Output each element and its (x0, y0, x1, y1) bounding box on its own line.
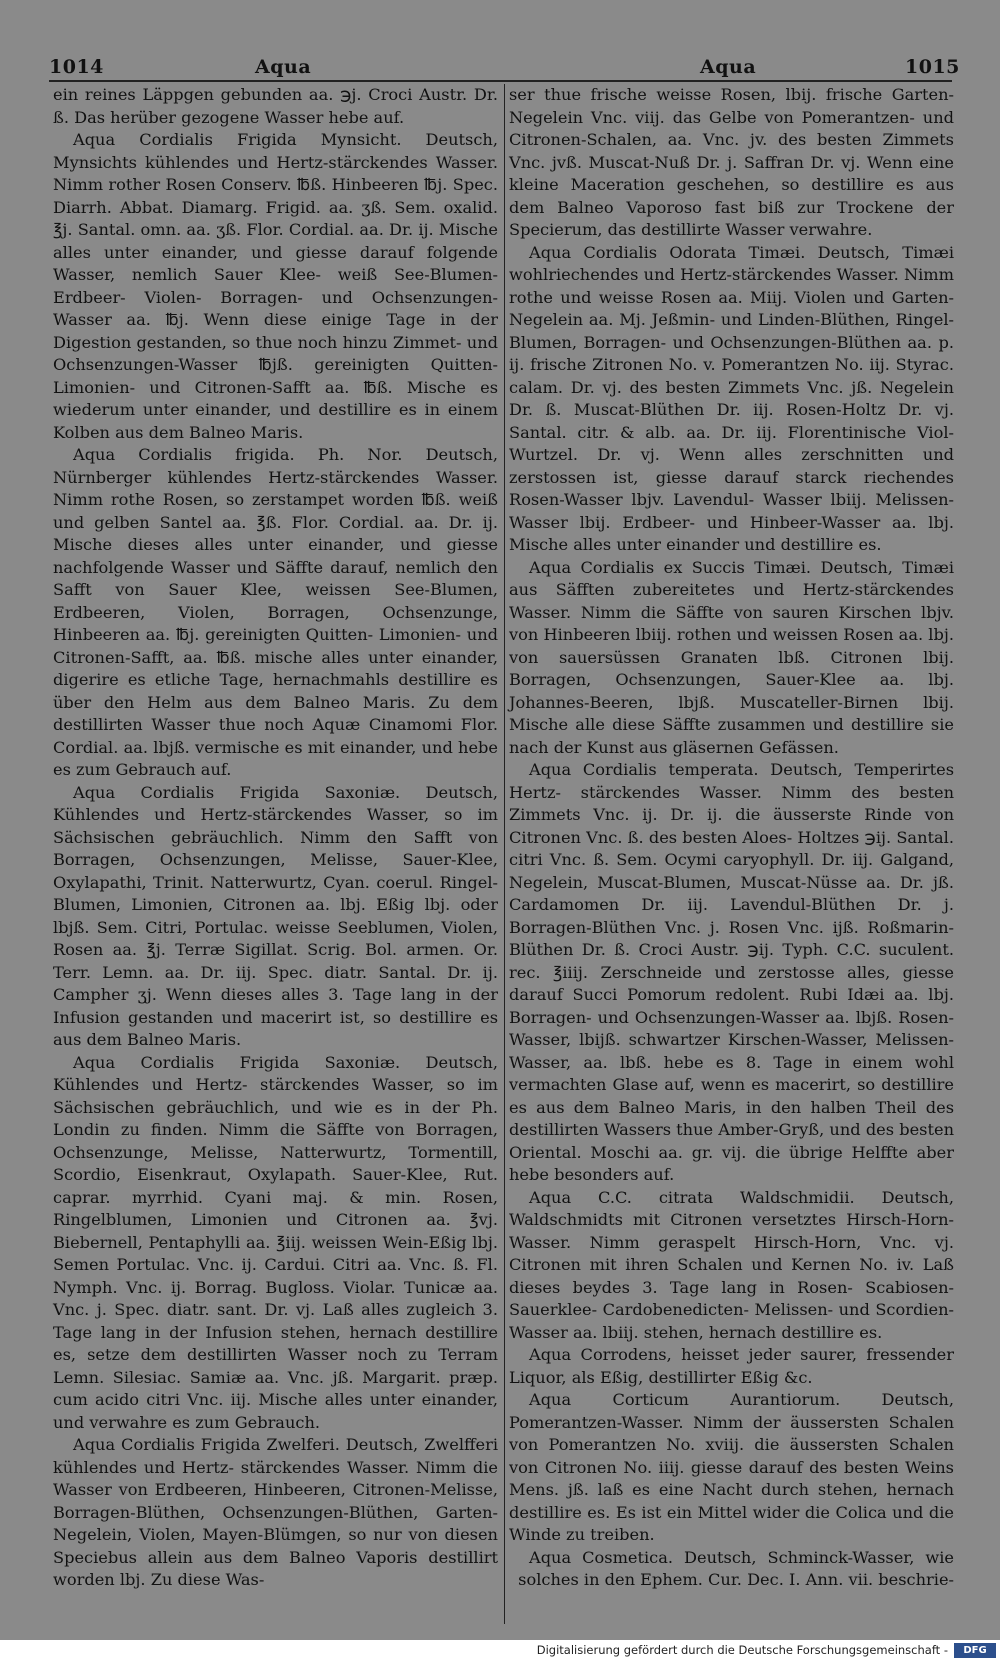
entry-paragraph: ein reines Läppgen gebunden aa. ℈j. Croci Austr. Dr. ß. Das herüber gezogene Wasser hebe auf. (53, 85, 498, 127)
right-column (509, 84, 954, 1592)
entry-paragraph: Aqua Cordialis Frigida Zwelferi. Deutsch, Zwelfferi kühlendes und Hertz- stärckendes Wasser. Nimm die Wasser von Erdbeeren, Hinbeeren, Citronen-Melisse, Borragen-Blüthen, Ochsenzungen-Blüthen, Garten-Negelein, Violen, Mayen-Blümgen, so nur von diesen Speciebus allein aus dem Balneo Vaporis destillirt worden lbj. Zu diese Was- (53, 1435, 498, 1589)
entry-paragraph: Aqua C.C. citrata Waldschmidii. Deutsch, Waldschmidts mit Citronen versetztes Hirsch-Horn-Wasser. Nimm geraspelt Hirsch-Horn, Vnc. vj. Citronen mit ihren Schalen und Kernen No. iv. Laß dieses beydes 3. Tage lang in Rosen- Scabiosen- Sauerklee- Cardobenedicten- Melissen- und Scordien-Wasser aa. lbiij. stehen, hernach destillire es. (509, 1187, 954, 1342)
header-rule (49, 80, 952, 82)
entry-paragraph: Aqua Cordialis Frigida Saxoniæ. Deutsch, Kühlendes und Hertz- stärckendes Wasser, so im Sächsischen gebräuchlich, und wie es in der Ph. Londin zu finden. Nimm die Säffte von Borragen, Ochsenzunge, Melisse, Natterwurtz, Tormentill, Scordio, Eisenkraut, Oxylapath. Sauer-Klee, Rut. caprar. myrrhid. Cyani maj. & min. Rosen, Ringelblumen, Limonien und Citronen aa. ℥vj. Biebernell, Pentaphylli aa. ℥iij. weissen Wein-Eßig lbj. Semen Portulac. Vnc. ij. Cardui. Citri aa. Vnc. ß. Fl. Nymph. Vnc. ij. Borrag. Bugloss. Violar. Tunicæ aa. Vnc. j. Spec. diatr. sant. Dr. vj. Laß alles zugleich 3. Tage lang in der Infusion stehen, hernach destillire es, setze dem destillirten Wasser noch zu Terram Lemn. Silesiac. Samiæ aa. Vnc. jß. Margarit. præp. cum acido citri Vnc. iij. Mische alles unter einander, und verwahre es zum Gebrauch. (53, 1052, 498, 1432)
entry-paragraph: Aqua Cordialis ex Succis Timæi. Deutsch, Timæi aus Säfften zubereitetes und Hertz-stärckendes Wasser. Nimm die Säffte von sauren Kirschen lbjv. von Hinbeeren lbiij. rothen und weissen Rosen aa. lbj. von sauersüssen Granaten lbß. Citronen lbij. Borragen, Ochsenzungen, Sauer-Klee aa. lbj. Johannes-Beeren, lbjß. Muscateller-Birnen lbij. Mische alle diese Säffte zusammen und destillire sie nach der Kunst aus gläsernen Gefässen. (509, 557, 954, 757)
entry-paragraph: Aqua Cosmetica. Deutsch, Schminck-Wasser, wie solches in den Ephem. Cur. Dec. I. Ann. vii. beschrie- (518, 1547, 954, 1589)
right-page-number: 1015 (905, 56, 960, 78)
column-divider (504, 84, 505, 1624)
entry-paragraph: Aqua Cordialis Odorata Timæi. Deutsch, Timæi wohlriechendes und Hertz-stärckendes Wasser. Nimm rothe und weisse Rosen aa. Miij. Violen und Garten-Negelein aa. Mj. Jeßmin- und Linden-Blüthen, Ringel-Blumen, Borragen- und Ochsenzungen-Blüthen aa. p. ij. frische Zitronen No. v. Pomerantzen No. iij. Styrac. calam. Dr. vj. des besten Zimmets Vnc. jß. Negelein Dr. ß. Muscat-Blüthen Dr. iij. Rosen-Holtz Dr. vj. Santal. citr. & alb. aa. Dr. iij. Florentinische Viol-Wurtzel. Dr. vj. Wenn alles zerschnitten und zerstossen ist, giesse darauf starck riechendes Rosen-Wasser lbjv. Lavendul- Wasser lbiij. Melissen-Wasser lbij. Erdbeer- und Hinbeer-Wasser aa. lbj. Mische alles unter einander und destillire es. (509, 242, 954, 554)
entry-paragraph: Aqua Cordialis Frigida Mynsicht. Deutsch, Mynsichts kühlendes und Hertz-stärckendes Wasser. Nimm rother Rosen Conserv. ℔ß. Hinbeeren ℔j. Spec. Diarrh. Abbat. Diamarg. Frigid. aa. ʒß. Sem. oxalid. ℥j. Santal. omn. aa. ʒß. Flor. Cordial. aa. Dr. ij. Mische alles unter einander, und giesse darauf folgende Wasser, nemlich Sauer Klee- weiß See-Blumen- Erdbeer- Violen- Borragen- und Ochsenzungen-Wasser aa. ℔j. Wenn diese einige Tage in der Digestion gestanden, so thue noch hinzu Zimmet- und Ochsenzungen-Wasser ℔jß. gereinigten Quitten- Limonien- und Citronen-Safft aa. ℔ß. Mische es wiederum unter einander, und destillire es in einem Kolben aus dem Balneo Maris. (53, 130, 498, 442)
entry-paragraph: Aqua Corticum Aurantiorum. Deutsch, Pomerantzen-Wasser. Nimm der äussersten Schalen von Pomerantzen No. xviij. die äussersten Schalen von Citronen No. iiij. giesse darauf des besten Weins Mens. jß. laß es eine Nacht durch stehen, hernach destillire es. Es ist ein Mittel wider die Colica und die Winde zu treiben. (509, 1390, 954, 1544)
left-running-title: Aqua (255, 56, 312, 78)
entry-paragraph: Aqua Corrodens, heisset jeder saurer, fressender Liquor, als Eßig, destillirter Eßig &c. (509, 1345, 954, 1387)
right-running-title: Aqua (700, 56, 757, 78)
entry-paragraph: Aqua Cordialis temperata. Deutsch, Temperirtes Hertz- stärckendes Wasser. Nimm des besten Zimmets Vnc. ij. Dr. ij. die äusserste Rinde von Citronen Vnc. ß. des besten Aloes- Holtzes ℈ij. Santal. citri Vnc. ß. Sem. Ocymi caryophyll. Dr. iij. Galgand, Negelein, Muscat-Blumen, Muscat-Nüsse aa. Dr. jß. Cardamomen Dr. iij. Lavendul-Blüthen Dr. j. Borragen-Blüthen Vnc. j. Rosen Vnc. ijß. Roßmarin-Blüthen Dr. ß. Croci Austr. ℈ij. Typh. C.C. suculent. rec. ℥iiij. Zerschneide und zerstosse alles, giesse darauf Succi Pomorum redolent. Rubi Idæi aa. lbj. Borragen- und Ochsenzungen-Wasser aa. lbjß. Rosen-Wasser, lbijß. schwartzer Kirschen-Wasser, Melissen-Wasser, aa. lbß. hebe es 8. Tage in einem wohl vermachten Glase auf, wenn es macerirt, so destillire es aus dem Balneo Maris, in den halben Theil des destillirten Wassers thue Amber-Gryß, und des besten Oriental. Moschi aa. gr. vij. die übrige Helffte aber hebe besonders auf. (509, 760, 954, 1184)
entry-paragraph: ser thue frische weisse Rosen, lbij. frische Garten-Negelein Vnc. viij. das Gelbe von Pomerantzen- und Citronen-Schalen, aa. Vnc. jv. des besten Zimmets Vnc. jvß. Muscat-Nuß Dr. j. Saffran Dr. vj. Wenn eine kleine Maceration geschehen, so destillire es aus dem Balneo Vaporoso fast biß zur Trockene der Specierum, das destillirte Wasser verwahre. (509, 85, 954, 239)
footer-bar (0, 1640, 1000, 1661)
entry-paragraph: Aqua Cordialis Frigida Saxoniæ. Deutsch, Kühlendes und Hertz-stärckendes Wasser, so im Sächsischen gebräuchlich. Nimm den Safft von Borragen, Ochsenzungen, Melisse, Sauer-Klee, Oxylapathi, Trinit. Natterwurtz, Cyan. coerul. Ringel-Blumen, Limonien, Citronen aa. lbj. Eßig lbj. oder lbjß. Sem. Citri, Portulac. weisse Seeblumen, Violen, Rosen aa. ℥j. Terræ Sigillat. Scrig. Bol. armen. Or. Terr. Lemn. aa. Dr. iij. Spec. diatr. Santal. Dr. ij. Campher ʒj. Wenn dieses alles 3. Tage lang in der Infusion gestanden und macerirt ist, so destillire es aus dem Balneo Maris. (53, 782, 498, 1049)
dfg-logo-icon: DFG (954, 1643, 996, 1658)
entry-paragraph: Aqua Cordialis frigida. Ph. Nor. Deutsch, Nürnberger kühlendes Hertz-stärckendes Wasser. Nimm rothe Rosen, so zerstampet worden ℔ß. weiß und gelben Santel aa. ℥ß. Flor. Cordial. aa. Dr. ij. Mische dieses alles unter einander, und giesse nachfolgende Wasser und Säffte darauf, nemlich den Safft von Sauer Klee, weissen See-Blumen, Erdbeeren, Violen, Borragen, Ochsenzunge, Hinbeeren aa. ℔j. gereinigten Quitten- Limonien- und Citronen-Safft, aa. ℔ß. mische alles unter einander, digerire es etliche Tage, hernachmahls destillire es über den Helm aus dem Balneo Maris. Zu dem destillirten Wasser thue noch Aquæ Cinamomi Flor. Cordial. aa. lbjß. vermische es mit einander, und hebe es zum Gebrauch auf. (53, 445, 498, 779)
left-column (53, 84, 498, 1592)
funding-note: Digitalisierung gefördert durch die Deutsche Forschungsgemeinschaft - (536, 1643, 948, 1657)
left-page-number: 1014 (49, 56, 104, 78)
